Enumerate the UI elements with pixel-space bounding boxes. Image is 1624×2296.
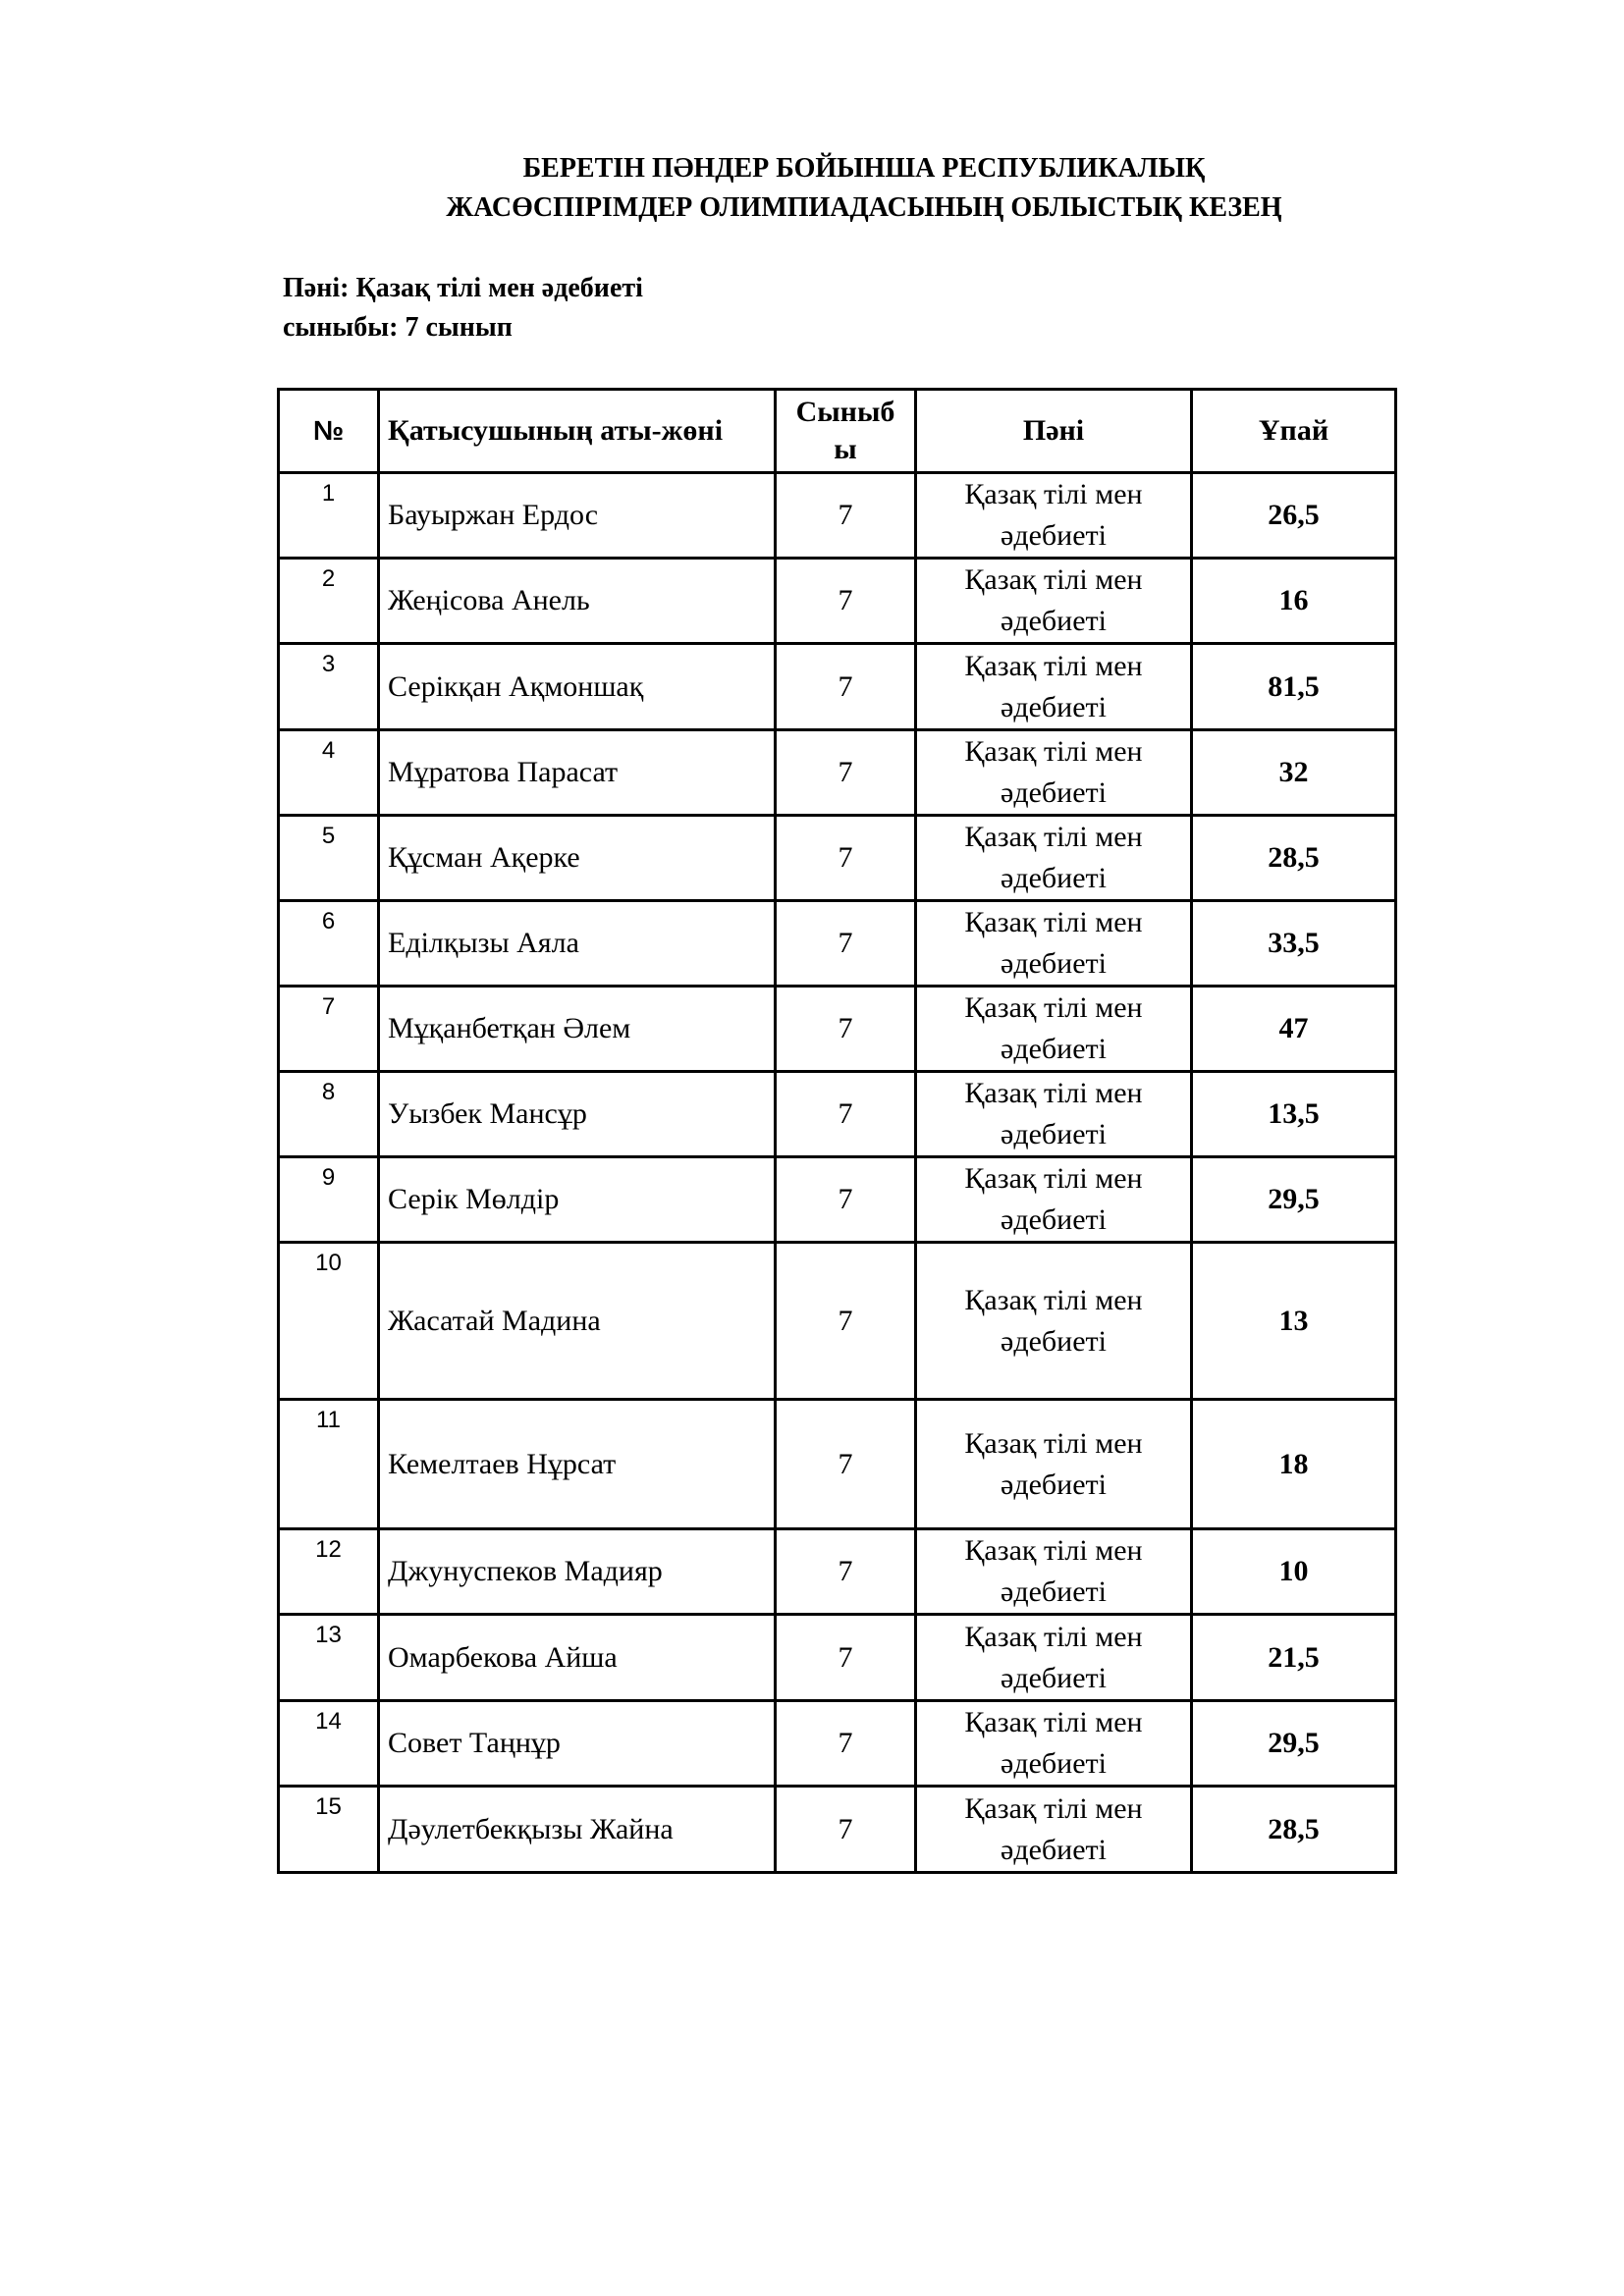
header-row: [279, 390, 1396, 473]
class-value: 7: [776, 1157, 916, 1243]
subject-line-1: Қазақ тілі мен: [964, 991, 1143, 1024]
header-class-line-2: ы: [834, 433, 857, 465]
score-value: 47: [1192, 987, 1396, 1072]
row-number: 8: [279, 1072, 379, 1157]
class-value: 7: [776, 901, 916, 987]
subject-line-2: әдебиеті: [1001, 1661, 1107, 1694]
row-number: 9: [279, 1157, 379, 1243]
row-number: 11: [279, 1400, 379, 1529]
participant-name: Дәулетбекқызы Жайна: [379, 1787, 776, 1873]
header-score: Ұпай: [1192, 390, 1396, 473]
class-value: 7: [776, 1615, 916, 1701]
subject-line-2: әдебиеті: [1001, 1468, 1107, 1501]
subject-line-1: Қазақ тілі мен: [964, 1283, 1143, 1316]
subject-line-2: әдебиеті: [1001, 1575, 1107, 1608]
subject-cell: [916, 1400, 1192, 1529]
class-value: 7: [776, 473, 916, 559]
subject-line-1: Қазақ тілі мен: [964, 1534, 1143, 1567]
participant-name: Еділқызы Аяла: [379, 901, 776, 987]
score-value: 81,5: [1192, 644, 1396, 730]
header-class-line-1: Сыныб: [795, 396, 895, 428]
table-row: [279, 1701, 1396, 1787]
results-table: [277, 388, 1397, 1874]
subject-line-2: әдебиеті: [1001, 519, 1107, 552]
table-row: [279, 473, 1396, 559]
subject-cell: [916, 644, 1192, 730]
participant-name: Серікқан Ақмоншақ: [379, 644, 776, 730]
table-row: [279, 987, 1396, 1072]
subject-cell: [916, 987, 1192, 1072]
class-value: 7: [776, 1400, 916, 1529]
table-row: [279, 1157, 1396, 1243]
subject-line-2: әдебиеті: [1001, 690, 1107, 723]
subject-line-1: Қазақ тілі мен: [964, 1620, 1143, 1653]
score-value: 28,5: [1192, 816, 1396, 901]
participant-name: Құсман Ақерке: [379, 816, 776, 901]
subject-cell: [916, 1615, 1192, 1701]
subject-line-2: әдебиеті: [1001, 605, 1107, 637]
score-value: 26,5: [1192, 473, 1396, 559]
participant-name: Бауыржан Ердос: [379, 473, 776, 559]
subject-line-1: Қазақ тілі мен: [964, 906, 1143, 938]
score-value: 13: [1192, 1243, 1396, 1400]
class-value: 7: [776, 1243, 916, 1400]
participant-name: Джунуспеков Мадияр: [379, 1529, 776, 1615]
table-row: [279, 816, 1396, 901]
row-number: 12: [279, 1529, 379, 1615]
subject-line-2: әдебиеті: [1001, 1118, 1107, 1150]
table-row: [279, 901, 1396, 987]
subject-line-1: Қазақ тілі мен: [964, 735, 1143, 768]
subject-line-1: Қазақ тілі мен: [964, 478, 1143, 510]
table-row: [279, 1529, 1396, 1615]
subject-line-1: Қазақ тілі мен: [964, 649, 1143, 682]
table-row: [279, 1787, 1396, 1873]
subject-line-2: әдебиеті: [1001, 776, 1107, 809]
class-value: 7: [776, 1072, 916, 1157]
subject-cell: [916, 1787, 1192, 1873]
row-number: 2: [279, 559, 379, 644]
participant-name: Уызбек Мансұр: [379, 1072, 776, 1157]
subject-line-2: әдебиеті: [1001, 1747, 1107, 1780]
subject-cell: [916, 1072, 1192, 1157]
subject-cell: [916, 1701, 1192, 1787]
row-number: 15: [279, 1787, 379, 1873]
header-subject: Пәні: [916, 390, 1192, 473]
score-value: 32: [1192, 730, 1396, 816]
row-number: 7: [279, 987, 379, 1072]
class-value: 7: [776, 730, 916, 816]
subject-line-1: Қазақ тілі мен: [964, 821, 1143, 853]
subject-cell: [916, 901, 1192, 987]
row-number: 1: [279, 473, 379, 559]
table-row: [279, 1243, 1396, 1400]
subject-cell: [916, 816, 1192, 901]
subject-line-2: әдебиеті: [1001, 1833, 1107, 1866]
class-line: сыныбы: 7 сынып: [283, 312, 513, 343]
subject-cell: [916, 559, 1192, 644]
subject-line-2: әдебиеті: [1001, 1324, 1107, 1358]
score-value: 16: [1192, 559, 1396, 644]
subject-line-2: әдебиеті: [1001, 947, 1107, 980]
subject-line-1: Қазақ тілі мен: [964, 1706, 1143, 1738]
table-row: [279, 1400, 1396, 1529]
score-value: 13,5: [1192, 1072, 1396, 1157]
row-number: 10: [279, 1243, 379, 1400]
participant-name: Мұқанбетқан Әлем: [379, 987, 776, 1072]
class-value: 7: [776, 644, 916, 730]
subject-line-1: Қазақ тілі мен: [964, 1162, 1143, 1195]
participant-name: Омарбекова Айша: [379, 1615, 776, 1701]
row-number: 4: [279, 730, 379, 816]
participant-name: Жасатай Мадина: [379, 1243, 776, 1400]
subject-line: Пәні: Қазақ тілі мен әдебиеті: [283, 273, 643, 303]
subject-line-1: Қазақ тілі мен: [964, 563, 1143, 596]
class-value: 7: [776, 987, 916, 1072]
subject-line-1: Қазақ тілі мен: [964, 1077, 1143, 1109]
score-value: 29,5: [1192, 1157, 1396, 1243]
class-value: 7: [776, 1701, 916, 1787]
subject-line-1: Қазақ тілі мен: [964, 1791, 1143, 1825]
subject-line-2: әдебиеті: [1001, 1033, 1107, 1065]
class-value: 7: [776, 559, 916, 644]
subject-line-2: әдебиеті: [1001, 1203, 1107, 1236]
score-value: 18: [1192, 1400, 1396, 1529]
score-value: 33,5: [1192, 901, 1396, 987]
participant-name: Совет Таңнұр: [379, 1701, 776, 1787]
table-row: [279, 644, 1396, 730]
subject-line-2: әдебиеті: [1001, 862, 1107, 894]
table-row: [279, 1072, 1396, 1157]
participant-name: Кемелтаев Нұрсат: [379, 1400, 776, 1529]
subject-line-1: Қазақ тілі мен: [964, 1426, 1143, 1460]
participant-name: Жеңісова Анель: [379, 559, 776, 644]
subject-cell: [916, 1529, 1192, 1615]
score-value: 21,5: [1192, 1615, 1396, 1701]
document-title: [295, 149, 1434, 228]
class-value: 7: [776, 1529, 916, 1615]
subject-cell: [916, 473, 1192, 559]
row-number: 5: [279, 816, 379, 901]
row-number: 13: [279, 1615, 379, 1701]
participant-name: Серік Мөлдір: [379, 1157, 776, 1243]
header-number: №: [279, 390, 379, 473]
subject-cell: [916, 1243, 1192, 1400]
row-number: 3: [279, 644, 379, 730]
subject-cell: [916, 1157, 1192, 1243]
class-value: 7: [776, 1787, 916, 1873]
class-value: 7: [776, 816, 916, 901]
table-row: [279, 1615, 1396, 1701]
subject-cell: [916, 730, 1192, 816]
row-number: 6: [279, 901, 379, 987]
row-number: 14: [279, 1701, 379, 1787]
participant-name: Мұратова Парасат: [379, 730, 776, 816]
title-line-2: ЖАСӨСПІРІМДЕР ОЛИМПИАДАСЫНЫҢ ОБЛЫСТЫҚ КЕЗЕҢ: [446, 192, 1282, 223]
header-class: [776, 390, 916, 473]
table-row: [279, 559, 1396, 644]
score-value: 28,5: [1192, 1787, 1396, 1873]
table-row: [279, 730, 1396, 816]
score-value: 10: [1192, 1529, 1396, 1615]
score-value: 29,5: [1192, 1701, 1396, 1787]
title-line-1: БЕРЕТІН ПӘНДЕР БОЙЫНША РЕСПУБЛИКАЛЫҚ: [522, 153, 1206, 184]
header-name: Қатысушының аты-жөні: [379, 390, 776, 473]
